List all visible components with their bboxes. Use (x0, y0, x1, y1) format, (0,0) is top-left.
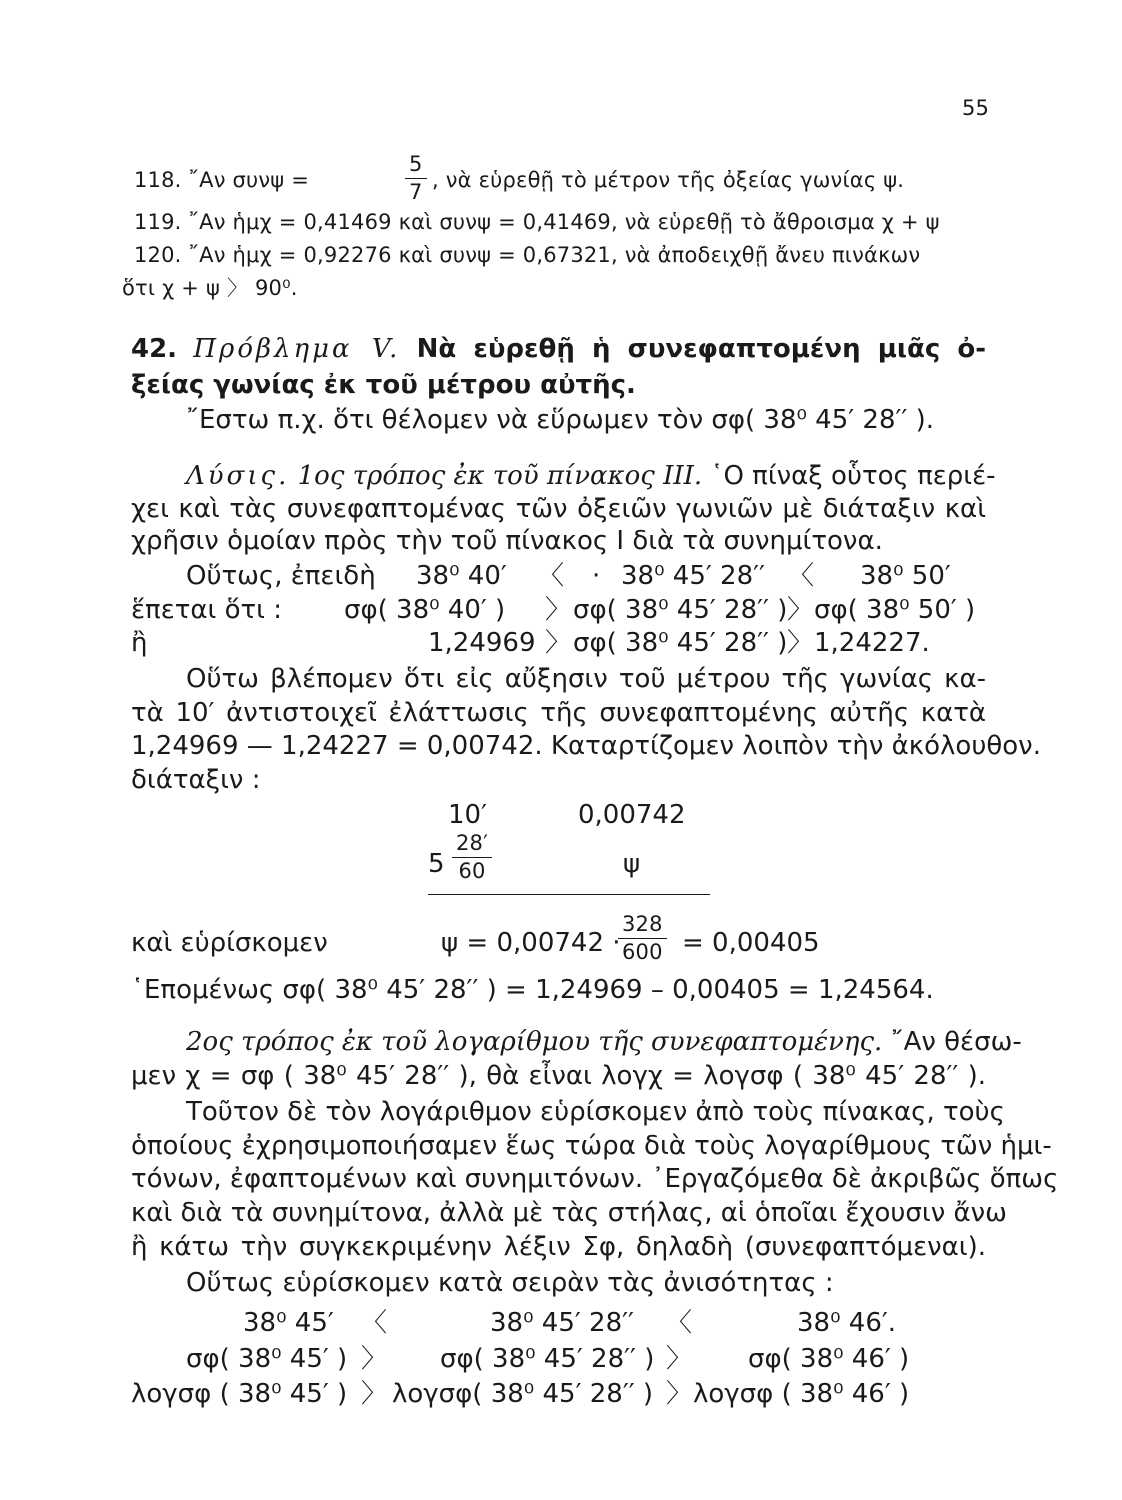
section-label: Πρόβλημα V. (193, 334, 401, 364)
ineq2-r2-gt2: 〉 (666, 1344, 693, 1374)
page-number: 55 (962, 96, 990, 120)
method2-label: 2ος τρόπος ἐκ τοῦ λογαρίθμου τῆς συνεφαπτομένης. (186, 1027, 883, 1057)
ineq1-r1-lt1: 〈 (538, 561, 565, 591)
para3-line3: τόνων, ἐφαπτομένων καὶ συνημιτόνων. ᾿Εργαζόμεθα δὲ ἀκριβῶς ὅπως (131, 1164, 1059, 1194)
result-lead: καὶ εὑρίσκομεν (131, 928, 328, 958)
ineq1-r1-dot: · (592, 561, 601, 591)
ineq1-r2-b: σφ( 38⁰ 45′ 28′′ ) (573, 595, 788, 625)
para3-line5: ἢ κάτω τὴν συγκεκριμένην λέξιν Σφ, δηλαδὴ (συνεφαπτόμεναι). (131, 1232, 986, 1262)
solution-line1 (186, 461, 996, 491)
result-value: = 0,00405 (682, 928, 820, 958)
exercise-118-text-a: 118. ῎Αν συνψ = (134, 168, 310, 192)
ineq1-r1-lead: Οὕτως, ἐπειδὴ (186, 561, 376, 591)
ineq1-r3-gt1: 〉 (545, 628, 572, 658)
table-header-angle: 10′ (448, 800, 487, 830)
ineq2-r1-b: 38⁰ 45′ 28′′ (490, 1308, 634, 1338)
table-row-integer: 5 (428, 849, 445, 879)
table-header-value: 0,00742 (578, 800, 686, 830)
solution-line1-rest: ῾Ο πίναξ οὗτος περιέ- (710, 461, 996, 491)
ineq2-r2-c: σφ( 38⁰ 46′ ) (748, 1344, 910, 1374)
result-fraction (618, 914, 667, 963)
intro-line: ῎Εστω π.χ. ὅτι θέλομεν νὰ εὕρωμεν τὸν σφ( 38⁰ 45′ 28′′ ). (186, 405, 934, 435)
ineq2-r1-a: 38⁰ 45′ (243, 1308, 334, 1338)
para2-line1: Οὕτω βλέπομεν ὅτι εἰς αὔξησιν τοῦ μέτρου τῆς γωνίας κα- (186, 664, 986, 694)
exercise-118-text-b: , νὰ εὑρεθῇ τὸ μέτρον τῆς ὀξείας γωνίας ψ. (432, 168, 905, 192)
ineq2-r1-lt2: 〈 (666, 1308, 693, 1338)
ineq1-r1-c: 38⁰ 50′ (860, 561, 951, 591)
exercise-120-line2: ὅτι χ + ψ 〉 90⁰. (122, 276, 298, 300)
method2-line1 (186, 1027, 1022, 1057)
ineq2-r3-gt1: 〉 (361, 1379, 388, 1409)
ineq2-r3-a: λογσφ ( 38⁰ 45′ ) (131, 1379, 348, 1409)
ineq1-r2-c: σφ( 38⁰ 50′ ) (814, 595, 976, 625)
ineq1-r2-lead: ἕπεται ὅτι : (131, 595, 282, 625)
ineq2-r2-a: σφ( 38⁰ 45′ ) (186, 1344, 348, 1374)
ineq2-r1-lt1: 〈 (361, 1308, 388, 1338)
ineq2-r2-b: σφ( 38⁰ 45′ 28′′ ) (440, 1344, 655, 1374)
ineq1-r3-a: 1,24969 (428, 628, 536, 658)
para2-line3: 1,24969 — 1,24227 = 0,00742. Καταρτίζομεν λοιπὸν τὴν ἀκόλουθον. (131, 731, 1041, 761)
method1-label: 1ος τρόπος ἐκ τοῦ πίνακος III. (297, 461, 703, 491)
solution-line2: χει καὶ τὰς συνεφαπτομένας τῶν ὀξειῶν γωνιῶν μὲ διάταξιν καὶ (131, 494, 986, 524)
result-final: ῾Επομένως σφ( 38⁰ 45′ 28′′ ) = 1,24969 – 0,00405 = 1,24564. (131, 975, 934, 1005)
para2-line2: τὰ 10′ ἀντιστοιχεῖ ἐλάττωσις τῆς συνεφαπτομένης αὐτῆς κατὰ (131, 698, 986, 728)
ineq1-r3-gt2: 〉 (787, 628, 814, 658)
fraction-denominator: 7 (405, 178, 427, 203)
fraction-numerator: 28′ (456, 831, 489, 855)
table-rule (428, 894, 710, 895)
ineq1-r3-b: σφ( 38⁰ 45′ 28′′ ) (573, 628, 788, 658)
para3-line1: Τοῦτον δὲ τὸν λογάριθμον εὑρίσκομεν ἀπὸ τοὺς πίνακας, τοὺς (186, 1097, 1005, 1127)
para3-line6: Οὕτως εὑρίσκομεν κατὰ σειρὰν τὰς ἀνισότητας : (186, 1268, 834, 1298)
exercise-120-line1: 120. ῎Αν ἡμχ = 0,92276 καὶ συνψ = 0,67321, νὰ ἀποδειχθῇ ἄνευ πινάκων (134, 243, 921, 267)
ineq1-r2-gt2: 〉 (787, 595, 814, 625)
fraction-numerator: 5 (409, 152, 423, 176)
ineq1-r1-b: 38⁰ 45′ 28′′ (621, 561, 765, 591)
ineq2-r1-c: 38⁰ 46′. (797, 1308, 897, 1338)
ineq2-r3-c: λογσφ ( 38⁰ 46′ ) (693, 1379, 910, 1409)
section-title-line2: ξείας γωνίας ἐκ τοῦ μέτρου αὐτῆς. (131, 370, 636, 400)
method2-line1-rest: ῎Αν θέσω- (890, 1027, 1022, 1057)
section-title: Νὰ εὑρεθῇ ἡ συνεφαπτομένη μιᾶς ὀ- (416, 334, 986, 364)
ineq2-r2-gt1: 〉 (361, 1344, 388, 1374)
para3-line4: καὶ διὰ τὰ συνημίτονα, ἀλλὰ μὲ τὰς στήλας, αἱ ὁποῖαι ἔχουσιν ἄνω (131, 1198, 1007, 1228)
para3-line2: ὁποίους ἐχρησιμοποιήσαμεν ἕως τώρα διὰ τοὺς λογαρίθμους τῶν ἡμι- (131, 1131, 1052, 1161)
exercise-119: 119. ῎Αν ἡμχ = 0,41469 καὶ συνψ = 0,41469, νὰ εὑρεθῇ τὸ ἄθροισμα χ + ψ (134, 210, 940, 234)
table-row-variable: ψ (623, 849, 641, 879)
ineq1-r2-a: σφ( 38⁰ 40′ ) (344, 595, 506, 625)
fraction-numerator: 328 (622, 912, 663, 936)
section-heading (131, 336, 986, 362)
fraction-denominator: 600 (618, 938, 667, 963)
ineq1-r1-a: 38⁰ 40′ (416, 561, 507, 591)
method2-line2: μεν χ = σφ ( 38⁰ 45′ 28′′ ), θὰ εἶναι λογχ = λογσφ ( 38⁰ 45′ 28′′ ). (131, 1061, 986, 1091)
ineq2-r3-b: λογσφ( 38⁰ 45′ 28′′ ) (392, 1379, 654, 1409)
result-expression: ψ = 0,00742 · (441, 928, 621, 958)
solution-label: Λύσις. (186, 461, 290, 491)
solution-line3: χρῆσιν ὁμοίαν πρὸς τὴν τοῦ πίνακος I διὰ τὰ συνημίτονα. (131, 526, 883, 556)
section-number: 42. (131, 334, 178, 364)
fraction-denominator: 60 (452, 857, 492, 882)
exercise-118-fraction (405, 154, 427, 203)
ineq1-r1-lt2: 〈 (788, 561, 815, 591)
table-row-fraction (452, 833, 492, 882)
ineq2-r3-gt2: 〉 (666, 1379, 693, 1409)
ineq1-r3-c: 1,24227. (814, 628, 930, 658)
para2-line4: διάταξιν : (131, 765, 261, 795)
ineq1-r2-gt1: 〉 (545, 595, 572, 625)
ineq1-r3-lead: ἢ (131, 628, 148, 658)
